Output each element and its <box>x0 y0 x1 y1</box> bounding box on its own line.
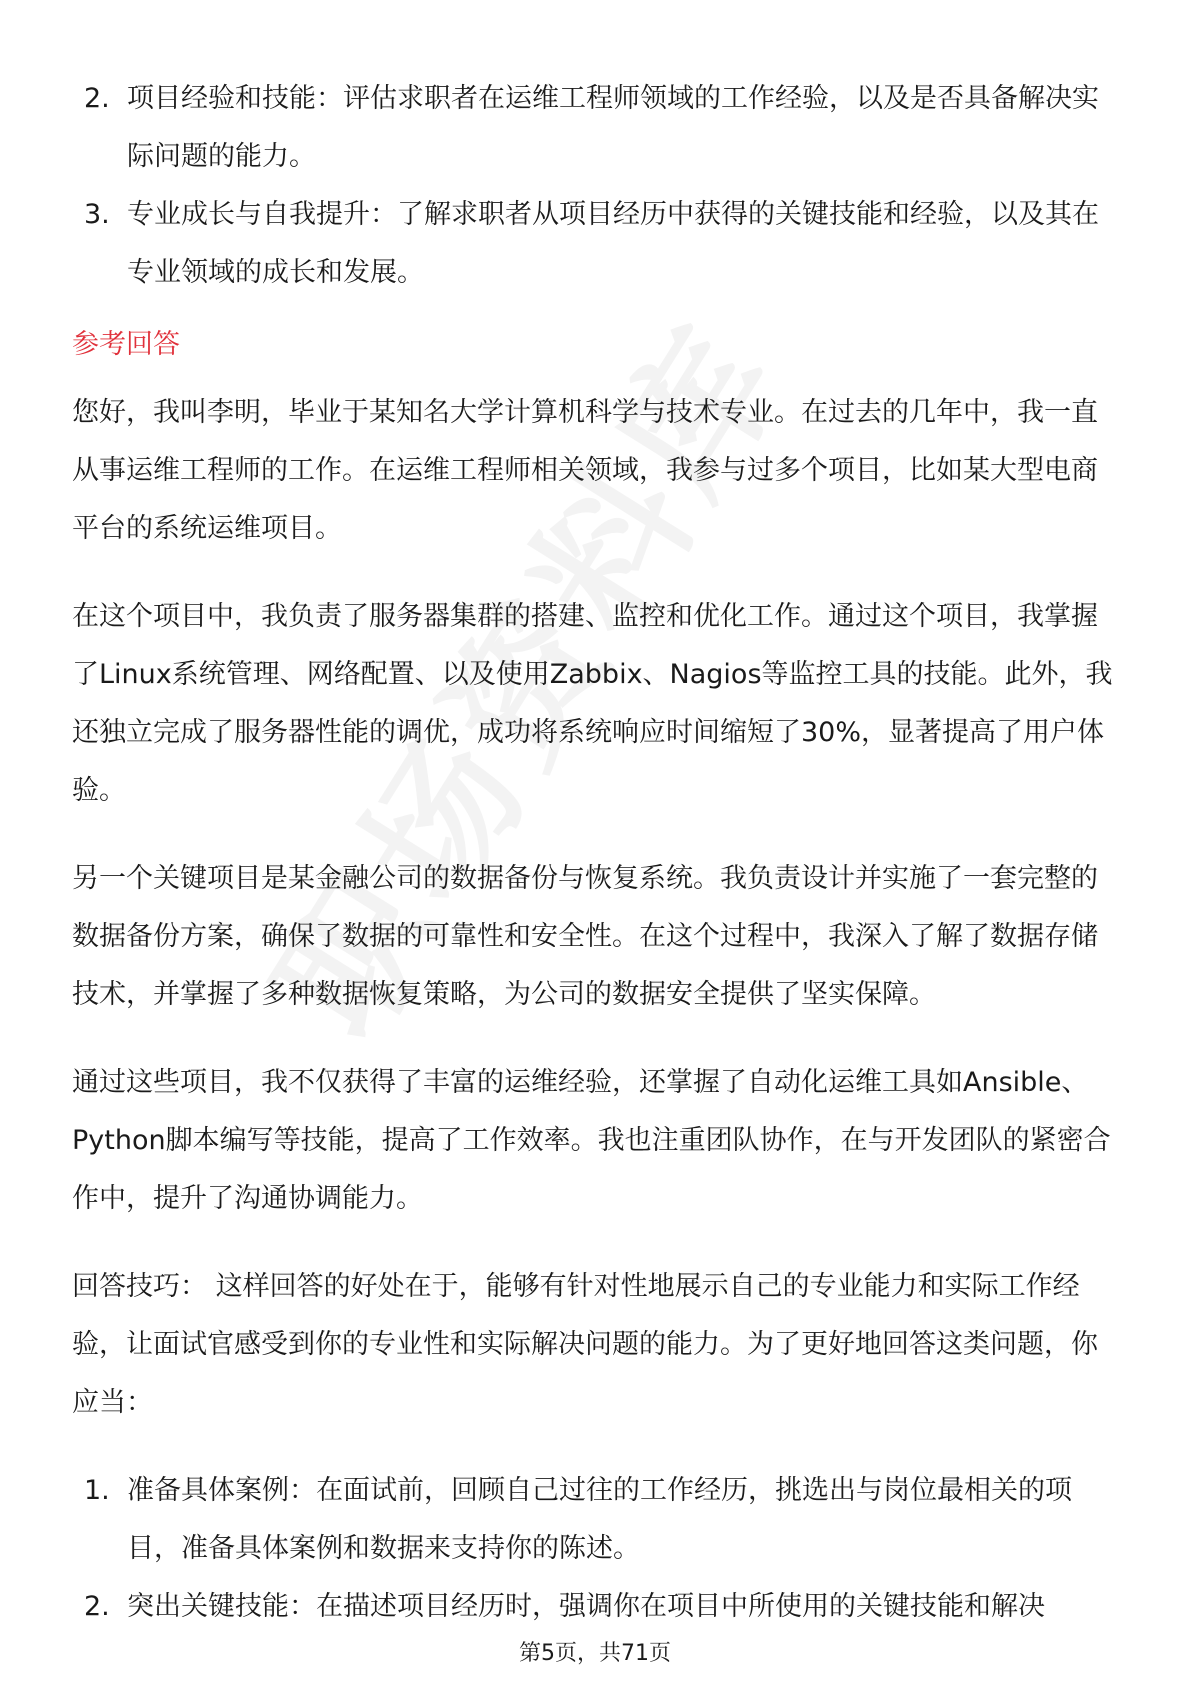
list-number: 3. <box>84 199 110 230</box>
list-item <box>72 70 1117 186</box>
section-heading: 参考回答 <box>72 329 180 360</box>
list-number: 2. <box>84 83 110 114</box>
list-number: 1. <box>84 1475 110 1506</box>
answer-paragraph: 在这个项目中，我负责了服务器集群的搭建、监控和优化工作。通过这个项目，我掌握了Linux系统管理、网络配置、以及使用Zabbix、Nagios等监控工具的技能。此外，我还独立完成了服务器性能的调优，成功将系统响应时间缩短了30%，显著提高了用户体验。 <box>72 601 1113 806</box>
list-item-text: 突出关键技能：在描述项目经历时，强调你在项目中所使用的关键技能和解决 <box>127 1591 1045 1622</box>
page-number-footer: 第5页，共71页 <box>519 1641 671 1666</box>
list-number: 2. <box>84 1591 110 1622</box>
answer-paragraph: 通过这些项目，我不仅获得了丰富的运维经验，还掌握了自动化运维工具如Ansible、Python脚本编写等技能，提高了工作效率。我也注重团队协作，在与开发团队的紧密合作中，提升了沟通协调能力。 <box>72 1067 1111 1214</box>
list-item-text: 准备具体案例：在面试前，回顾自己过往的工作经历，挑选出与岗位最相关的项目，准备具体案例和数据来支持你的陈述。 <box>127 1475 1072 1564</box>
answer-tips: 回答技巧： 这样回答的好处在于，能够有针对性地展示自己的专业能力和实际工作经验，让面试官感受到你的专业性和实际解决问题的能力。为了更好地回答这类问题，你应当： <box>72 1271 1098 1418</box>
list-item <box>72 1462 1117 1578</box>
answer-paragraph: 另一个关键项目是某金融公司的数据备份与恢复系统。我负责设计并实施了一套完整的数据备份方案，确保了数据的可靠性和安全性。在这个过程中，我深入了解了数据存储技术，并掌握了多种数据恢复策略，为公司的数据安全提供了坚实保障。 <box>72 863 1098 1010</box>
list-item-text: 专业成长与自我提升：了解求职者从项目经历中获得的关键技能和经验，以及其在专业领域的成长和发展。 <box>127 199 1099 288</box>
list-item <box>72 186 1117 302</box>
page-content <box>72 70 1117 1636</box>
list-item-text: 项目经验和技能：评估求职者在运维工程师领域的工作经验，以及是否具备解决实际问题的能力。 <box>127 83 1099 172</box>
list-item <box>72 1578 1117 1636</box>
tips-list <box>72 1462 1117 1636</box>
answer-paragraph: 您好，我叫李明，毕业于某知名大学计算机科学与技术专业。在过去的几年中，我一直从事运维工程师的工作。在运维工程师相关领域，我参与过多个项目，比如某大型电商平台的系统运维项目。 <box>72 397 1098 544</box>
evaluation-points-list <box>72 70 1117 302</box>
